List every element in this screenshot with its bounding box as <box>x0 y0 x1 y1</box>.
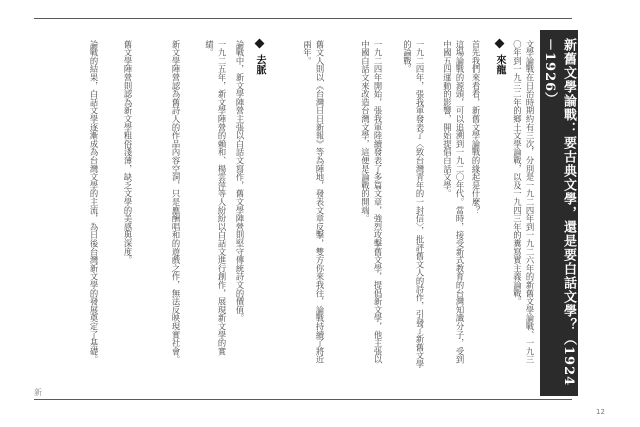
section-heading-development <box>252 40 267 74</box>
intro-paragraph: 文學論戰在日治時期約有三次，分別是一九二四年到一九二六年的新舊文學論戰、一九三〇年到一九三二年的鄉土文學論戰，以及一九四三年的糞寫實主義論戰。 <box>512 40 535 364</box>
origin-paragraph-5: 舊文人則以《台灣日日新報》等為陣地，發表文章反擊，雙方你來我往，論戰持續了將近兩年。 <box>302 40 325 364</box>
development-paragraph-2: 一九二五年，新文學陣營的賴和、楊雲萍等人紛紛以白話文進行創作，展現新文學的實績。 <box>204 40 227 356</box>
origin-paragraph-2: 這場論戰的源頭，可以追溯到一九二〇年代。當時，接受新式教育的台灣知識分子，受到中國五四運動的影響，開始提倡白話文學。 <box>442 40 465 364</box>
page-number: 12 <box>596 408 605 416</box>
chapter-title-bar <box>540 30 578 396</box>
running-foot: 新 <box>34 388 42 397</box>
origin-paragraph-1: 首先我們來看看，新舊文學論戰的緣起是什麼？ <box>471 40 481 215</box>
origin-paragraph-4: 一九二四年開始，張我軍陸續發表了多篇文章，強烈攻擊舊文學，提倡新文學，他主張以中國白話文來改造台灣文學，這便是論戰的開端。 <box>360 40 383 364</box>
diamond-icon <box>254 39 264 49</box>
section-heading-origin-label: 來龍 <box>494 54 505 75</box>
development-paragraph-1: 論戰中，新文學陣營主張以白話文寫作，舊文學陣營則堅守傳統詩文的價值。 <box>235 40 245 323</box>
development-paragraph-5: 論戰的結果，白話文學逐漸成為台灣文學的主流，為日後台灣新文學的發展奠定了基礎。 <box>89 40 99 364</box>
development-paragraph-4: 舊文學陣營則認為新文學粗俗淺薄，缺乏文學的美感與深度。 <box>123 40 133 265</box>
section-heading-origin <box>492 40 507 74</box>
development-paragraph-3: 新文學陣營認為舊詩人的作品內容空洞，只是應酬唱和的遊戲之作，無法反映現實社會。 <box>171 40 181 364</box>
chapter-title: 新舊文學論戰：要古典文學，還是要白話文學？（1924－1926） <box>542 38 576 387</box>
diamond-icon <box>494 39 504 49</box>
origin-paragraph-3: 一九二四年，張我軍發表了〈致台灣青年的一封信〉，批評舊文人的詩作，引發了新舊文學的論戰。 <box>402 40 425 368</box>
section-heading-development-label: 去脈 <box>254 54 265 75</box>
